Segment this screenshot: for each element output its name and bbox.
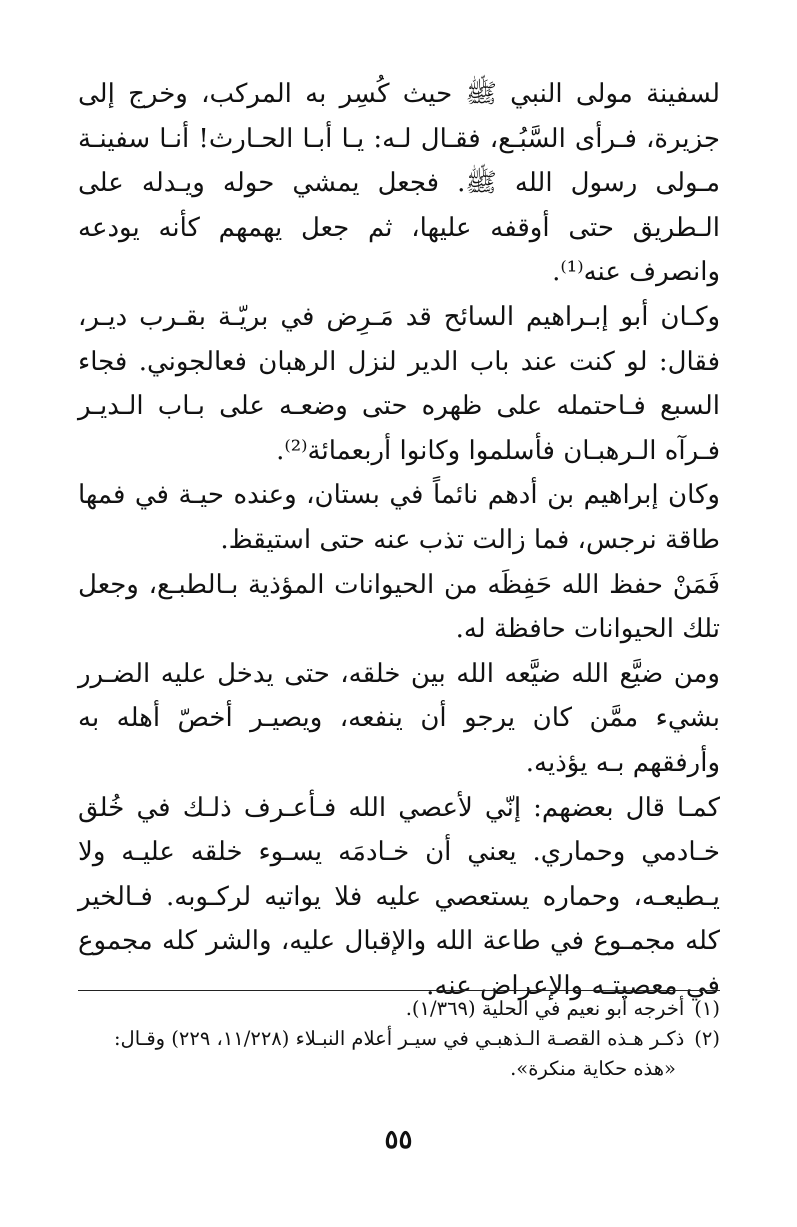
paragraph-3: وكان إبراهيم بن أدهم نائماً في بستان، وعنده حيـة في فمها طاقة نرجس، فما زالت تذب عنه حتى استيقظ.: [78, 480, 720, 555]
paragraph-5: ومن ضيَّع الله ضيَّعه الله بين خلقه، حتى يدخل عليه الضـرر بشيء ممَّن كان يرجو أن ينفعه، ويصيـر أخصّ أهله به وأرفقهم بـه يؤذيه.: [78, 658, 720, 778]
page-number: ٥٥: [384, 1125, 413, 1155]
footnote-text: أخرجه أبو نعيم في الحلية (١/٣٦٩).: [405, 997, 685, 1020]
paragraph-4: فَمَنْ حفظ الله حَفِظَه من الحيوانات المؤذية بـالطبـع، وجعل تلك الحيوانات حافظة له.: [78, 569, 720, 645]
footnote-2: [78, 1024, 720, 1054]
footnote-2-continuation: «هذه حكاية منكرة».: [510, 1057, 676, 1080]
paragraph-2: وكـان أبو إبـراهيم السائح قد مَـرِض في بريّـة بقـرب ديـر، فقال: لو كنت عند باب الدير لنزل الرهبان فعالجوني. فجاء السبع فـاحتمله على ظهره حتى وضعـه على بـاب الـديـر فـرآه الـرهبـان فأسلموا وكانوا أربعمائة⁽²⁾.: [78, 301, 720, 466]
footnotes: [78, 994, 720, 1084]
footnote-number: (١): [694, 997, 720, 1020]
paragraph-6: كمـا قال بعضهم: إنّي لأعصي الله فـأعـرف ذلـك في خُلق خـادمي وحماري. يعني أن خـادمَه يسـوء خلقه عليـه ولا يـطيعـه، وحماره يستعصي عليه فلا يواتيه لركـوبه. فـالخير كله مجمـوع في طاعة الله والإقبال عليه، والشر كله مجموع في معصيتـه والإعراض عنه.: [78, 792, 720, 1001]
main-text: [78, 72, 720, 1008]
footnote-number: (٢): [694, 1027, 720, 1050]
footnote-separator: [78, 990, 720, 991]
footnote-text: ذكـر هـذه القصـة الـذهبـي في سيـر أعلام النبـلاء (١١/٢٢٨، ٢٢٩) وقـال:: [113, 1027, 685, 1050]
paragraph-1: لسفينة مولى النبي ﷺ حيث كُسِر به المركب، وخرج إلى جزيرة، فـرأى السَّبُـع، فقـال لـه: يـا أبـا الحـارث! أنـا سفينـة مـولى رسول الله ﷺ. فجعل يمشي حوله ويـدله على الـطريق حتى أوقفه عليها، ثم جعل يهمهم كأنه يودعه وانصرف عنه⁽¹⁾.: [78, 79, 720, 288]
footnote-1: [78, 994, 720, 1024]
